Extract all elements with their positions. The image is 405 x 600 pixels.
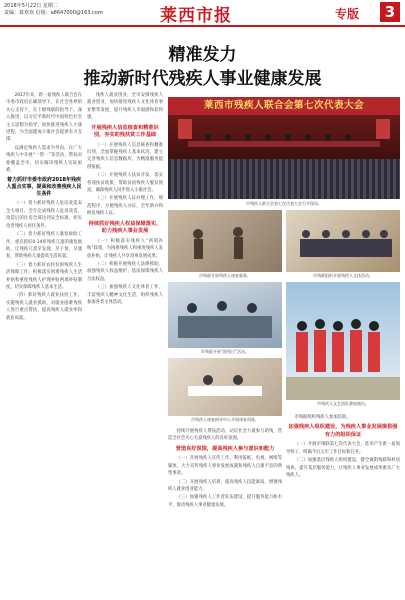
masthead [0, 0, 405, 27]
photo-caption: 市残联开展残疾人康复服务。 [199, 273, 251, 278]
paragraph: （二）加强基层残疾人组织建设，健全镇街残联和村居残协，提升基层服务能力，让残疾人事业发展成果惠及广大残疾人。 [286, 458, 400, 479]
middle-column [87, 92, 163, 594]
section-heading: 开展残疾人信息核查和精准识别，夯实助残扶贫工作基础 [91, 124, 159, 139]
stage-image [168, 115, 400, 159]
paragraph: 以满足残疾人需求为导向，在广大残疾人中开展“一帮一”等活动，帮扶对象覆盖全市，切实解决残疾人实际困难。 [6, 145, 82, 174]
paragraph: （一）积极落实残疾人“两项补贴”政策，为困难残疾人和重度残疾人发放补贴，让残疾人共享改革发展成果。 [87, 238, 163, 259]
right-lower-column-a [168, 428, 282, 594]
right-lower-column-b [286, 414, 400, 594]
audience-image [168, 159, 400, 199]
paragraph: （二）开展残疾人培训，提高残疾人技能素质，增强残疾人就业创业能力。 [168, 479, 282, 492]
paragraph: （一）开展残疾人信息核查和精准识别，全面掌握残疾人基本状况，建立完善残疾人信息数据库，为精准服务提供依据。 [87, 142, 163, 170]
section-heading: 着力抓好市委市政府2018年残疾人重点实事，提高和改善残疾人民生条件 [6, 177, 82, 198]
headline-line1: 精准发力 [168, 45, 237, 65]
section-heading: 持续抓好残疾人权益保障落实，助力残疾人事业发展 [88, 220, 162, 235]
headline-line2: 推动新时代残疾人事业健康发展 [83, 69, 322, 89]
issue-date: 2018年5月22日 星期二 [4, 3, 58, 9]
editor-line: 责编：葛欢欢 信箱：a8647000@163.com [4, 10, 103, 16]
stage-figures-icon [168, 115, 400, 159]
photo-dancers [286, 282, 400, 400]
paragraph: 持续开展残疾人帮扶活动，动员社会力量参与助残，营造全社会关心关爱残疾人的良好氛围。 [168, 429, 282, 442]
paragraph: （一）开展残疾人宣传工作。利用报纸、电视、网络等媒体，大力宣传残疾人事业发展成就和残疾人自强不息的典型事迹。 [168, 456, 282, 477]
newspaper-logo: 莱西市报 [160, 6, 232, 26]
section-label: 专版 [335, 7, 360, 21]
section-heading: 营造良好氛围，提高残疾人参与意识和能力 [175, 445, 275, 452]
photo-note: 市残联组织残疾人参加培训。 [294, 415, 351, 420]
main-photo-caption: 市残疾人联合会第七次代表大会召开现场。 [246, 201, 322, 206]
paragraph: （三）加强残疾人文化体育工作，丰富残疾人精神文化生活，组织残疾人参加各类文体活动。 [87, 285, 163, 305]
paragraph: （三）加强残疾人工作者队伍建设，提升服务能力和水平，推动残疾人事业健康发展。 [168, 495, 282, 508]
paragraph: （一）开展市残联第七次代表大会，选举产生新一届领导班子，明确今后五年工作目标和任务。 [286, 442, 400, 455]
paragraph: （二）积极开展残疾人法律援助，加强残疾人权益维护，依法保障残疾人合法权益。 [87, 261, 163, 282]
paragraph: 残疾人就业创业，全市安排残疾人就业创业，加快推进残疾人文化体育事业繁荣发展，提升残疾人幸福感和获得感。 [87, 93, 163, 121]
paragraph: （三）开展残疾人证办理工作，规范程序，方便残疾人办证，全年新办和换发残疾人证。 [87, 196, 163, 217]
photo-help-day [168, 282, 282, 348]
conference-banner: 莱西市残疾人联合会第七次代表大会 [168, 97, 400, 115]
photo-caption: 市残疾人康复指导中心开展康复训练。 [191, 417, 259, 422]
paragraph: 2017年来，新一届残疾人联合会在市委市政府正确领导下，在社会各界的关心支持下，在上级残联的指导下，深入推进，以习近平新时代中国特色社会主义思想为指导，加快推进残疾人小康进程，为全面建成小康社会提供有力支撑。 [6, 93, 82, 143]
paragraph: （一）着力抓好残疾人危房改造安全大项目。全年完成残疾人危房改造，改造后的住房全部达到安全标准，切实改善残疾人居住条件。 [6, 201, 82, 229]
left-column [6, 92, 82, 594]
photo-rehab [168, 210, 282, 272]
photo-activity [286, 210, 400, 272]
photo-caption: 市残疾人文艺团队参加演出。 [317, 401, 369, 406]
paragraph: （二）着力抓好残疾人康复救助工作。重点抓好0-14岁残疾儿童的康复救助，让残疾儿童早发现、早干预、早康复，帮助残疾儿童提高生活质量。 [6, 232, 82, 260]
paragraph: （三）着力抓好农村贫困残疾人生活保障工作，积极落实困难残疾人生活补贴和重度残疾人护理补贴两项补贴制度，切实保障残疾人基本生活。 [6, 262, 82, 290]
section-heading: 加强残疾人组织建设，为残疾人事业发展提供强有力的组织保证 [288, 424, 398, 438]
paragraph: （四）抓好残疾人就业扶持工作。实施残疾人就业援助，对就业困难残疾人进行重点帮扶，提高残疾人就业率和就业质量。 [6, 293, 82, 321]
photo-caption: 市残联开展“助残日”活动。 [200, 349, 250, 354]
photo-training [168, 358, 282, 416]
paragraph: （二）开展残疾人扶贫开发，落实各项扶贫政策，帮助贫困残疾人脱贫致富，确保残疾人同步进入小康社会。 [87, 173, 163, 194]
page-number: 3 [380, 2, 400, 22]
photo-caption: 市残联组织开展残疾人文体活动。 [313, 273, 373, 278]
masthead-info [4, 3, 103, 17]
